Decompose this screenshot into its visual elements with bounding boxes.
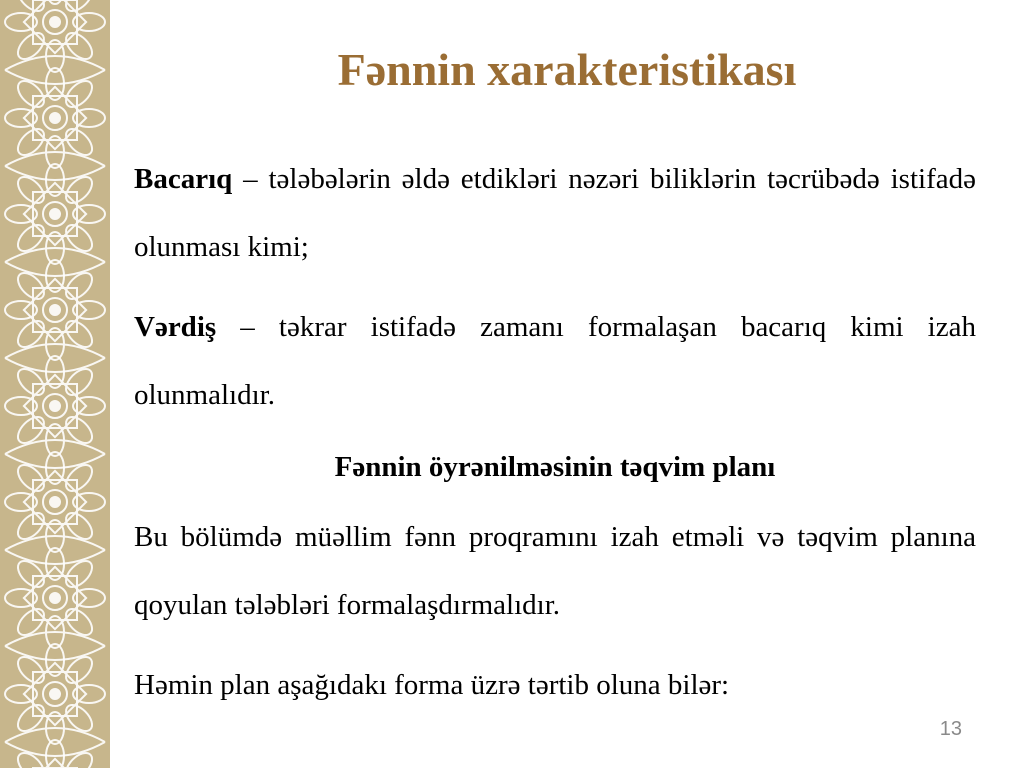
slide-title: Fənnin xarakteristikası (337, 44, 797, 95)
verdis-term: Vərdiş (134, 311, 217, 343)
floral-pattern (0, 0, 110, 768)
verdis-definition (134, 293, 976, 429)
paragraph-calendar-plan: Bu bölümdə müəllim fənn proqramını izah etməli və təqvim planına qoyulan tələbləri formalaşdırmalıdır. (134, 521, 976, 621)
verdis-text: – təkrar istifadə zamanı formalaşan bacarıq kimi izah olunmalıdır. (134, 311, 976, 411)
paragraph-plan-form: Həmin plan aşağıdakı forma üzrə tərtib oluna bilər: (134, 669, 730, 701)
ornament-motif (5, 0, 105, 84)
bacariq-text: – tələbələrin əldə etdikləri nəzəri biliklərin təcrübədə istifadə olunması kimi; (134, 163, 976, 263)
page-number: 13 (939, 718, 962, 740)
ornamental-border (0, 0, 110, 768)
slide-body (134, 145, 976, 731)
section-subheading: Fənnin öyrənilməsinin təqvim planı (334, 451, 776, 483)
bacariq-definition (134, 145, 976, 281)
bacariq-term: Bacarıq (134, 163, 233, 195)
